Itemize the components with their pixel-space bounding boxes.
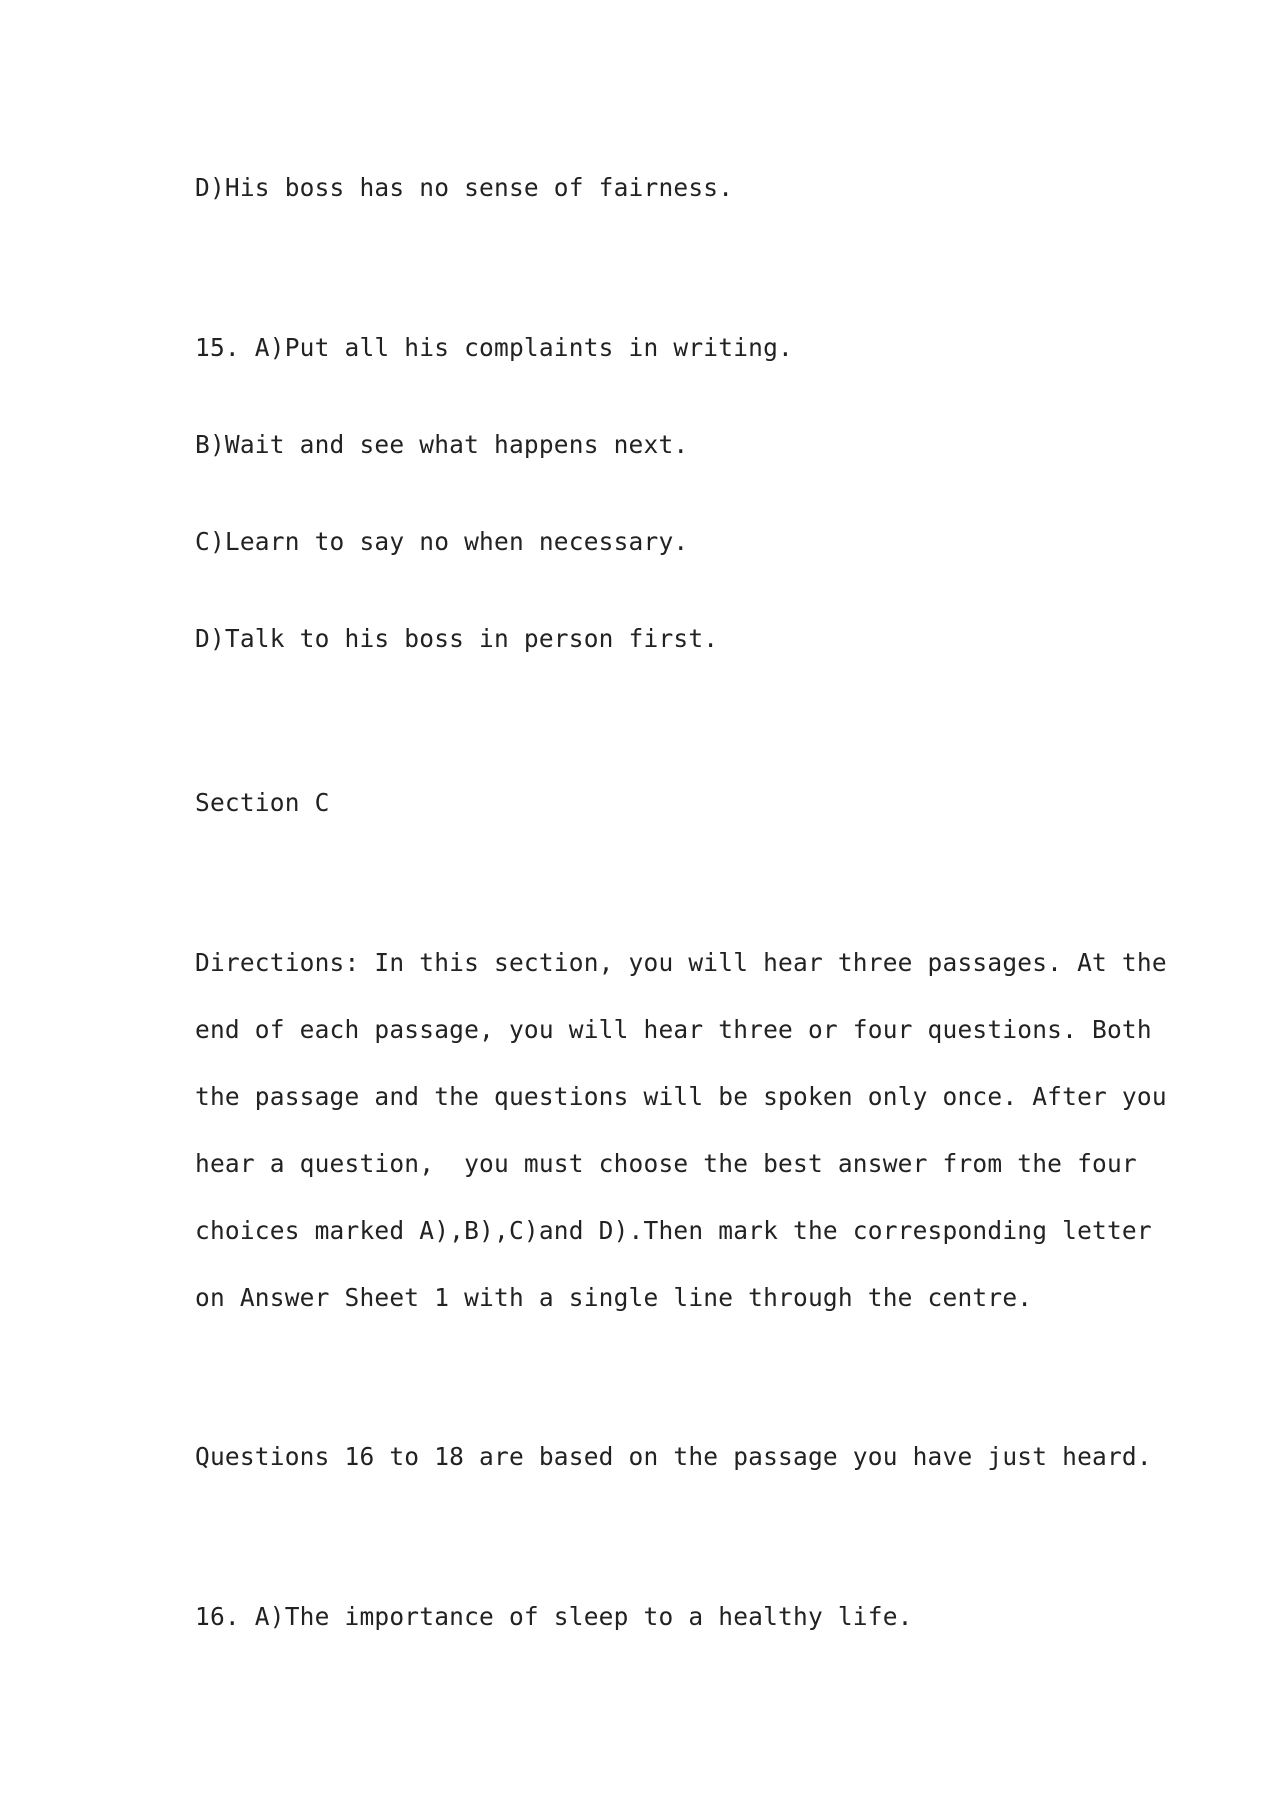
- directions-line: Directions: In this section, you will hear three passages. At the: [195, 948, 1167, 977]
- q14-option-d: D)His boss has no sense of fairness.: [195, 173, 734, 202]
- directions-line: end of each passage, you will hear three or four questions. Both: [195, 1015, 1152, 1044]
- q15-option-c: C)Learn to say no when necessary.: [195, 527, 689, 556]
- q15-option-d: D)Talk to his boss in person first.: [195, 624, 719, 653]
- directions-line: hear a question, you must choose the best answer from the four: [195, 1149, 1137, 1178]
- section-heading: Section C: [195, 788, 330, 817]
- directions-paragraph: [195, 929, 1167, 1331]
- directions-line: the passage and the questions will be spoken only once. After you: [195, 1082, 1167, 1111]
- q15-option-a: 15. A)Put all his complaints in writing.: [195, 333, 794, 362]
- questions-intro: Questions 16 to 18 are based on the passage you have just heard.: [195, 1442, 1152, 1471]
- q15-option-b: B)Wait and see what happens next.: [195, 430, 689, 459]
- directions-line: choices marked A),B),C)and D).Then mark the corresponding letter: [195, 1216, 1152, 1245]
- directions-line: on Answer Sheet 1 with a single line through the centre.: [195, 1283, 1033, 1312]
- q16-option-a: 16. A)The importance of sleep to a healthy life.: [195, 1602, 913, 1631]
